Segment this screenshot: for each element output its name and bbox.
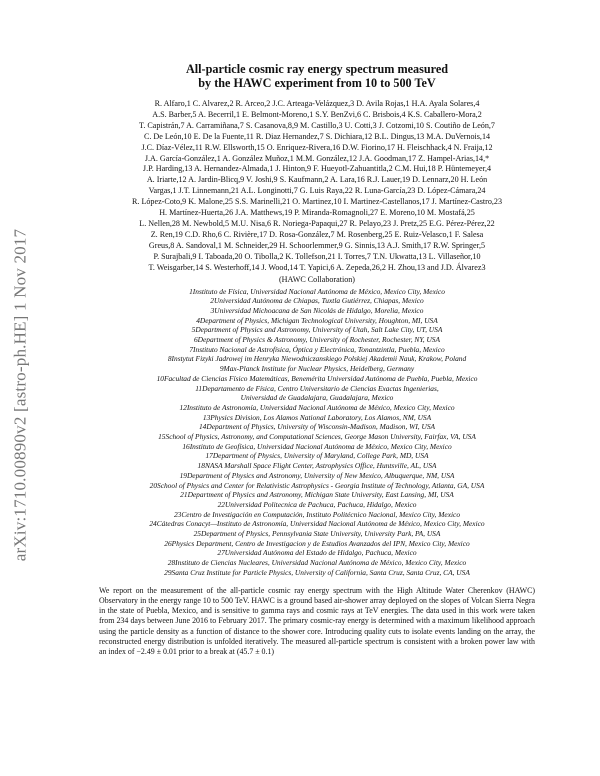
author-line: Greus,8 A. Sandoval,1 M. Schneider,29 H. Schoorlemmer,9 G. Sinnis,13 A.J. Smith,17 R.W. Springer,5 xyxy=(148,240,486,250)
title-line-2: by the HAWC experiment from 10 to 500 TeV xyxy=(198,76,436,90)
affiliation: 18NASA Marshall Space Flight Center, Astrophysics Office, Huntsville, AL, USA xyxy=(197,461,437,471)
author-line: Vargas,1 J.T. Linnemann,21 A.L. Longinotti,7 G. Luis Raya,22 R. Luna-García,23 D. López-Cámara,24 xyxy=(148,186,486,196)
affiliation: 19Department of Physics and Astronomy, University of New Mexico, Albuquerque, NM, USA xyxy=(179,470,455,480)
affiliation: 9Max-Planck Institute for Nuclear Physics, Heidelberg, Germany xyxy=(219,364,415,374)
affiliation: 16Instituto de Geofísica, Universidad Nacional Autónoma de México, Mexico City, Mexico xyxy=(182,441,452,451)
affiliation: 25Department of Physics, Pennsylvania State University, University Park, PA, USA xyxy=(193,529,441,539)
author-line: J.A. García-González,1 A. González Muñoz,1 M.M. González,12 J.A. Goodman,17 Z. Hampel-Arias,14,* xyxy=(144,153,490,163)
affiliation: 21Department of Physics and Astronomy, Michigan State University, East Lansing, MI, USA xyxy=(180,490,454,500)
affiliation: 23Centro de Investigación en Computación, Instituto Politécnico Nacional, Mexico City, Mexico xyxy=(173,509,461,519)
author-line: T. Capistrán,7 A. Carramiñana,7 S. Casanova,8,9 M. Castillo,3 U. Cotti,3 J. Cotzomi,10 S. Coutiño de León,7 xyxy=(139,120,495,130)
author-line: J.P. Harding,13 A. Hernandez-Almada,1 J. Hinton,9 F. Hueyotl-Zahuantitla,2 C.M. Hui,18 P. Hüntemeyer,4 xyxy=(142,164,492,174)
affiliation: 2Universidad Autónoma de Chiapas, Tuxtla Gutiérrez, Chiapas, Mexico xyxy=(210,296,424,306)
affiliation: 10Facultad de Ciencias Físico Matemáticas, Benemérita Universidad Autónoma de Puebla, Puebla, Mexico xyxy=(156,373,478,383)
affiliation: 27Universidad Autónoma del Estado de Hidalgo, Pachuca, Mexico xyxy=(217,548,417,558)
affiliation: 15School of Physics, Astronomy, and Computational Sciences, George Mason University, Fairfax, VA, USA xyxy=(158,432,476,442)
author-line: R. Alfaro,1 C. Alvarez,2 R. Arceo,2 J.C. Arteaga-Velázquez,3 D. Avila Rojas,1 H.A. Ayala Solares,4 xyxy=(154,99,480,108)
abstract-text: We report on the measurement of the all-particle cosmic ray energy spectrum with the High Altitude Water Cherenkov (HAWC) Observatory in the energy range 10 to 500 TeV. HAWC is a ground based air-shower array deployed on the slopes of Volcan Sierra Negra in the state of Puebla, Mexico, and is sensitive to gamma rays and cosmic rays at TeV energies. The data used in this work were taken from 234 days between June 2016 to February 2017. The primary cosmic-ray energy is determined with a maximum likelihood approach using the particle density as a function of distance to the shower core. Introducing quality cuts to isolate events landing on the array, the reconstructed energy distribution is unfolded iteratively. The measured all-particle spectrum is consistent with a broken power law with an index of −2.49 ± 0.01 prior to a break at (45.7 ± 0.1) xyxy=(99,585,535,657)
title-line-1: All-particle cosmic ray energy spectrum measured xyxy=(185,62,449,76)
affiliation: 1Instituto de Física, Universidad Nacional Autónoma de México, Mexico City, Mexico xyxy=(189,286,445,296)
author-line: C. De León,10 E. De la Fuente,11 R. Diaz Hernandez,7 S. Dichiara,12 B.L. Dingus,13 M.A. DuVernois,14 xyxy=(143,131,491,141)
affiliation: 20School of Physics and Center for Relativistic Astrophysics - Georgia Institute of Technology, Atlanta, GA, USA xyxy=(149,480,485,490)
affiliation: Universidad de Guadalajara, Guadalajara, Mexico xyxy=(240,393,394,403)
affiliation: 3Universidad Michoacana de San Nicolás de Hidalgo, Morelia, Mexico xyxy=(210,305,424,315)
author-line: A.S. Barber,5 A. Becerril,1 E. Belmont-Moreno,1 S.Y. BenZvi,6 C. Brisbois,4 K.S. Caballero-Mora,2 xyxy=(152,109,482,119)
affiliation: 11Departamento de Física, Centro Universitario de Ciencias Exactas Ingenierias, xyxy=(195,383,439,393)
author-line: L. Nellen,28 M. Newbold,5 M.U. Nisa,6 R. Noriega-Papaqui,27 R. Pelayo,23 J. Pretz,25 E.G. Pérez-Pérez,22 xyxy=(139,218,495,228)
affiliation: 24Cátedras Conacyt—Instituto de Astronomía, Universidad Nacional Autónoma de México, Mexico City, Mexico xyxy=(149,519,485,529)
author-line: T. Weisgarber,14 S. Westerhoff,14 J. Wood,14 T. Yapici,6 A. Zepeda,26,2 H. Zhou,13 and J.D. Álvarez3 xyxy=(148,262,486,272)
affiliation: 14Department of Physics, University of Wisconsin-Madison, Madison, WI, USA xyxy=(198,422,436,432)
paper-title xyxy=(62,62,572,90)
author-line: Z. Ren,19 C.D. Rho,6 C. Rivière,17 D. Rosa-González,7 M. Rosenberg,25 E. Ruiz-Velasco,1 F. Salesa xyxy=(150,229,484,239)
author-list xyxy=(62,99,572,274)
affiliation: 29Santa Cruz Institute for Particle Physics, University of California, Santa Cruz, Santa Cruz, CA, USA xyxy=(164,567,470,577)
author-line: R. López-Coto,9 K. Malone,25 S.S. Marinelli,21 O. Martinez,10 I. Martinez-Castellanos,17 J. Martínez-Castro,23 xyxy=(132,197,502,207)
affiliation: 4Department of Physics, Michigan Technological University, Houghton, MI, USA xyxy=(196,315,438,325)
affiliation: 8Instytut Fizyki Jadrowej im Henryka Niewodniczanskiego Polskiej Akademii Nauk, Krakow, Poland xyxy=(167,354,467,364)
affiliation: 7Instituto Nacional de Astrofísica, Óptica y Electrónica, Tonantzintla, Puebla, Mexico xyxy=(189,344,445,354)
arxiv-stamp xyxy=(2,180,38,610)
author-line: A. Iriarte,12 A. Jardin-Blicq,9 V. Joshi,9 S. Kaufmann,2 A. Lara,16 R.J. Lauer,19 D. Lennarz,20 H. León xyxy=(146,175,488,185)
affiliation: 12Instituto de Astronomía, Universidad Nacional Autónoma de México, Mexico City, Mexico xyxy=(179,402,455,412)
author-line: P. Surajbali,9 I. Taboada,20 O. Tibolla,2 K. Tollefson,21 I. Torres,7 T.N. Ukwatta,13 L. Villaseñor,10 xyxy=(153,251,481,261)
affiliation: 5Department of Physics and Astronomy, University of Utah, Salt Lake City, UT, USA xyxy=(191,325,443,335)
affiliation: 17Department of Physics, University of Maryland, College Park, MD, USA xyxy=(205,451,429,461)
author-line: J.C. Díaz-Vélez,11 R.W. Ellsworth,15 O. Enriquez-Rivera,16 D.W. Fiorino,17 H. Fleischhack,4 N. Fraija,12 xyxy=(141,142,493,152)
paper-page xyxy=(62,0,572,658)
affiliation: 26Physics Department, Centro de Investigacion y de Estudios Avanzados del IPN, Mexico City, Mexico xyxy=(164,538,470,548)
arxiv-id: arXiv:1710.00890v2 [astro-ph.HE] 1 Nov 2017 xyxy=(10,228,29,562)
affiliation: 22Universidad Politecnica de Pachuca, Pachuca, Hidalgo, Mexico xyxy=(217,499,417,509)
affiliation-list xyxy=(62,287,572,578)
affiliation: 28Instituto de Ciencias Nucleares, Universidad Nacional Autónoma de México, Mexico City, Mexico xyxy=(167,558,467,568)
affiliation: 6Department of Physics & Astronomy, University of Rochester, Rochester, NY, USA xyxy=(193,335,441,345)
author-line: H. Martínez-Huerta,26 J.A. Matthews,19 P. Miranda-Romagnoli,27 E. Moreno,10 M. Mostafá,25 xyxy=(159,208,475,218)
affiliation: 13Physics Division, Los Alamos National Laboratory, Los Alamos, NM, USA xyxy=(202,412,432,422)
collaboration-name: (HAWC Collaboration) xyxy=(278,274,355,284)
